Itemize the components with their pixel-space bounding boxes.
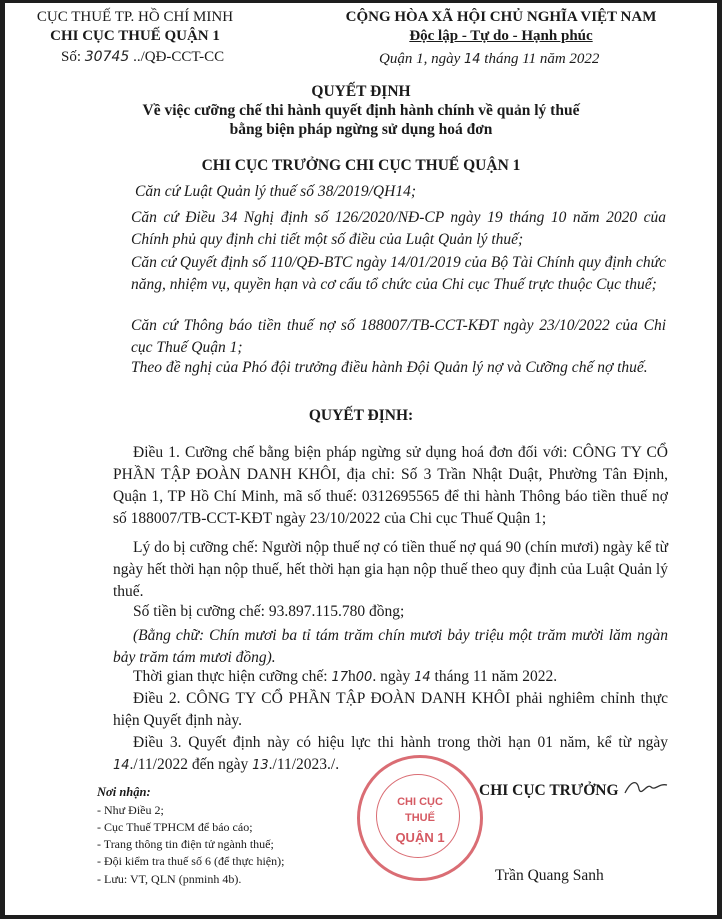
stamp-line-3: QUẬN 1: [395, 830, 445, 845]
number-handwritten: 30745: [84, 49, 130, 65]
subject-line-1: Về việc cưỡng chế thi hành quyết định hành chính về quản lý thuế: [142, 102, 580, 119]
stamp-line-1: CHI CỤC: [397, 796, 443, 808]
handwritten-signature: [621, 775, 671, 801]
time-day: 14: [414, 670, 431, 685]
time-day-label: . ngày: [372, 668, 411, 685]
basis-2: [131, 207, 666, 251]
basis-5: [131, 357, 666, 379]
nation-name: CỘNG HÒA XÃ HỘI CHỦ NGHĨA VIỆT NAM: [345, 9, 657, 25]
document-number: [61, 49, 224, 66]
article-3-from-day: 14: [113, 758, 130, 773]
recipient-item: - Đội kiểm tra thuế số 6 (để thực hiện);: [97, 854, 285, 868]
basis-3: [131, 252, 666, 296]
office-name: CHI CỤC THUẾ QUẬN 1: [50, 28, 220, 44]
time-hour: 17: [331, 670, 349, 685]
subject-line-2: bằng biện pháp ngừng sử dụng hoá đơn: [229, 121, 493, 138]
article-1: [113, 442, 668, 530]
enforcement-amount: Số tiền bị cưỡng chế: 93.897.115.780 đồng;: [133, 603, 405, 620]
time-prefix: Thời gian thực hiện cưỡng chế:: [133, 668, 328, 685]
number-prefix: Số:: [61, 49, 82, 65]
amount-in-words: [113, 625, 668, 669]
article-2-text: Điều 2. CÔNG TY CỔ PHẦN TẬP ĐOÀN DANH KHÔI phải nghiêm chỉnh thực hiện Quyết định này.: [113, 690, 668, 729]
amount-words-text: (Bằng chữ: Chín mươi ba tỉ tám trăm chín mươi bảy triệu một trăm mười lăm ngàn bảy trăm tám mươi đồng).: [113, 627, 668, 666]
time-suffix: tháng 11 năm 2022.: [434, 668, 558, 685]
recipient-item: - Lưu: VT, QLN (pnminh 4b).: [97, 872, 242, 886]
signatory-name: Trần Quang Sanh: [495, 867, 604, 884]
decision-heading: QUYẾT ĐỊNH:: [308, 407, 414, 424]
article-3-from-rest: ./11/2022 đến ngày: [129, 756, 249, 773]
time-minute: 00: [355, 670, 373, 685]
recipient-item: - Trang thông tin điện tử ngành thuế;: [97, 837, 274, 851]
recipients-heading: Nơi nhận:: [97, 785, 151, 799]
time-hour-mid: h: [348, 668, 356, 685]
recipient-item: - Như Điều 2;: [97, 803, 164, 817]
official-stamp: [357, 755, 483, 881]
article-3-to-rest: ./11/2023./.: [268, 756, 340, 773]
number-suffix: ../QĐ-CCT-CC: [133, 49, 225, 65]
article-1-text: Điều 1. Cưỡng chế bằng biện pháp ngừng sử dụng hoá đơn đối với: CÔNG TY CỔ PHẦN TẬP ĐOÀN DANH KHÔI, địa chỉ: Số 3 Trần Nhật Duật, Phường Tân Định, Quận 1, TP Hồ Chí Minh, mã số thuế: 0312695565 để thi hành Thông báo tiền thuế nợ số 188007/TB-CCT-KĐT ngày 23/10/2022 của Chi cục Thuế Quận 1;: [113, 444, 668, 527]
basis-2-text: Căn cứ Điều 34 Nghị định số 126/2020/NĐ-CP ngày 19 tháng 10 năm 2020 của Chính phủ quy định chi tiết một số điều của Luật Quản lý thuế;: [131, 209, 666, 248]
basis-4-text: Căn cứ Thông báo tiền thuế nợ số 188007/TB-CCT-KĐT ngày 23/10/2022 của Chi cục Thuế Quận 1;: [131, 317, 666, 356]
stamp-line-2: THUẾ: [405, 812, 435, 824]
basis-4: [131, 315, 666, 359]
signatory-title: CHI CỤC TRƯỞNG: [479, 782, 619, 799]
basis-5-text: Theo đề nghị của Phó đội trưởng điều hành Đội Quản lý nợ và Cưỡng chế nợ thuế.: [131, 359, 648, 376]
date-prefix: Quận 1, ngày: [379, 51, 461, 67]
date-day-handwritten: 14: [464, 52, 481, 67]
document-page: [5, 3, 717, 915]
article-2: [113, 688, 668, 732]
enforcement-time: [133, 668, 557, 686]
national-motto: Độc lập - Tự do - Hạnh phúc: [409, 28, 593, 44]
decision-title: QUYẾT ĐỊNH: [311, 83, 411, 100]
article-3-to-day: 13: [252, 758, 269, 773]
issuer-title: CHI CỤC TRƯỞNG CHI CỤC THUẾ QUẬN 1: [201, 157, 521, 174]
issue-date: [379, 51, 599, 68]
reason-text: Lý do bị cưỡng chế: Người nộp thuế nợ có tiền thuế nợ quá 90 (chín mươi) ngày kể từ ngày hết thời hạn nộp thuế, hết thời hạn gia hạn nộp thuế theo quy định của Luật Quản lý thuế.: [113, 539, 668, 600]
recipient-item: - Cục Thuế TPHCM để báo cáo;: [97, 820, 253, 834]
enforcement-reason: [113, 537, 668, 603]
date-suffix: tháng 11 năm 2022: [484, 51, 600, 67]
basis-1: Căn cứ Luật Quản lý thuế số 38/2019/QH14;: [135, 183, 416, 200]
article-3-text: Điều 3. Quyết định này có hiệu lực thi hành trong thời hạn 01 năm, kể từ ngày: [133, 734, 668, 751]
basis-3-text: Căn cứ Quyết định số 110/QĐ-BTC ngày 14/01/2019 của Bộ Tài Chính quy định chức năng, nhiệm vụ, quyền hạn và cơ cấu tổ chức của Chi cục Thuế trực thuộc Cục thuế;: [131, 254, 666, 293]
authority-name: CỤC THUẾ TP. HỒ CHÍ MINH: [36, 9, 234, 25]
